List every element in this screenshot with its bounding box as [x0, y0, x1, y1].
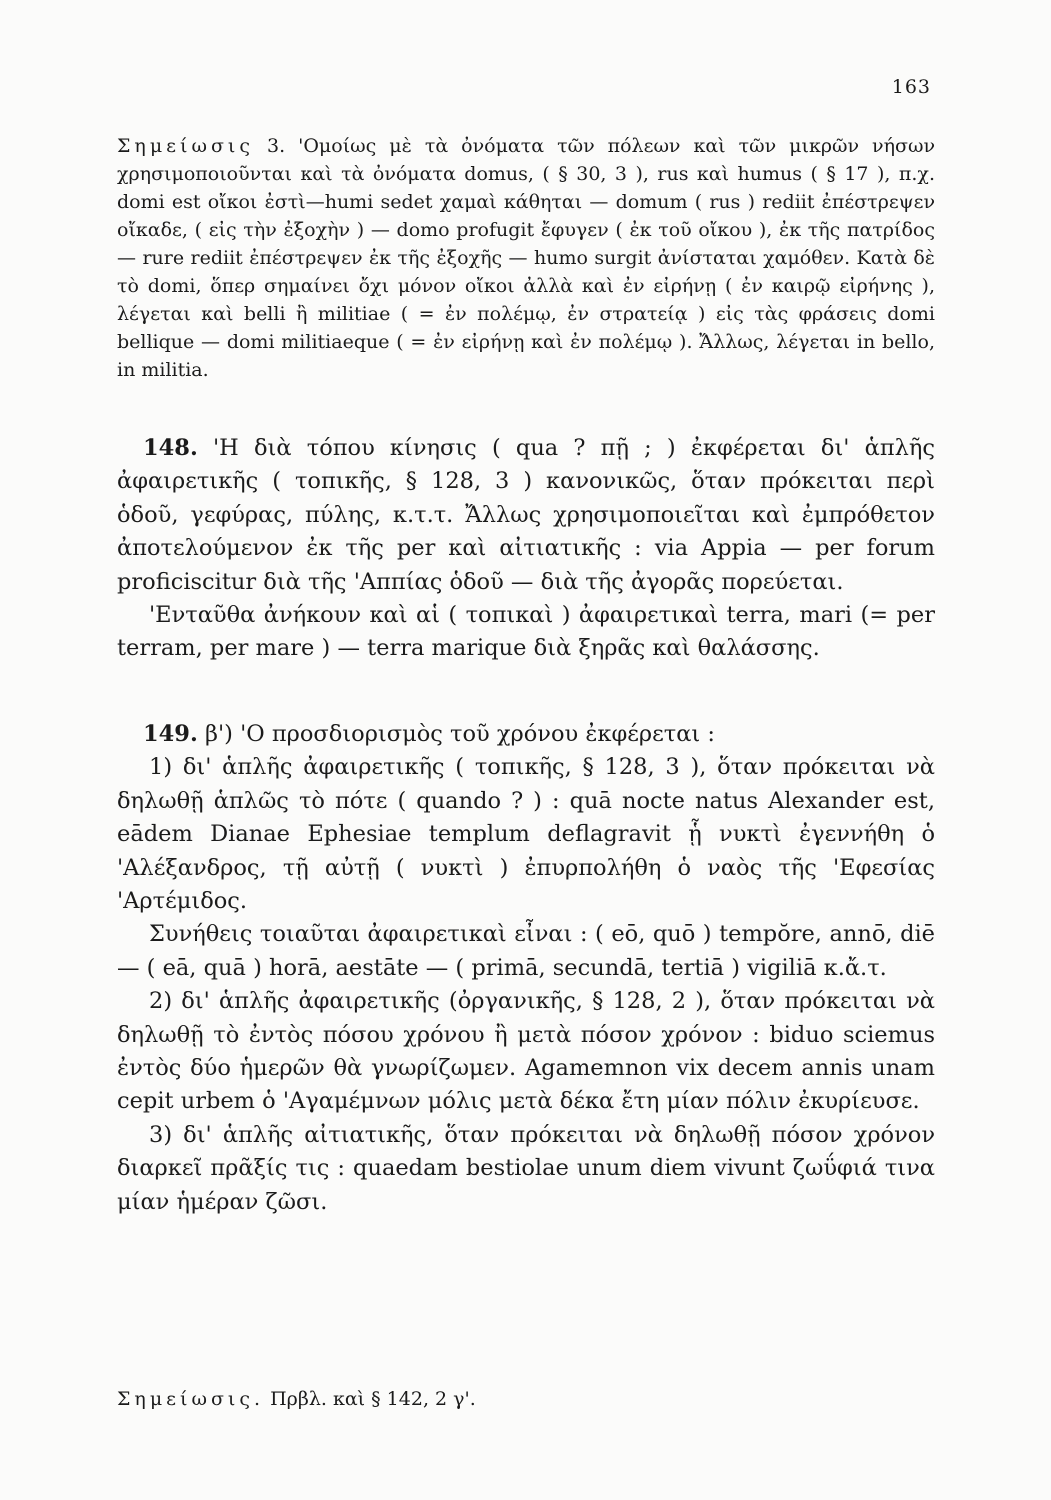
section-intro: β') 'Ο προσδιορισμὸς τοῦ χρόνου ἐκφέρεται : [197, 721, 715, 747]
list-item: 2) δι' ἁπλῆς ἀφαιρετικῆς (ὀργανικῆς, § 128, 2 ), ὅταν πρόκειται νὰ δηλωθῇ τὸ ἐντὸς πόσου χρόνου ἢ μετὰ πόσον χρόνον : biduo sciemus ἐντὸς δύο ἡμερῶν θὰ γνωρίζωμεν. Agamemnon vix decem annis unam cepit urbem ὁ 'Αγαμέμνων μόλις μετὰ δέκα ἔτη μίαν πόλιν ἐκυρίευσε. [117, 988, 935, 1115]
list-item: 1) δι' ἁπλῆς ἀφαιρετικῆς ( τοπικῆς, § 128, 3 ), ὅταν πρόκειται νὰ δηλωθῇ ἁπλῶς τὸ πότε ( quando ? ) : quā nocte natus Alexander est, eādem Dianae Ephesiae templum deflagravit ᾗ νυκτὶ ἐγεννήθη ὁ 'Αλέξανδρος, τῇ αὐτῇ ( νυκτὶ ) ἐπυρπολήθη ὁ ναὸς τῆς 'Εφεσίας 'Αρτέμιδος. [117, 754, 935, 915]
section-text: 'Η διὰ τόπου κίνησις ( qua ? πῇ ; ) ἐκφέρεται δι' ἁπλῆς ἀφαιρετικῆς ( τοπικῆς, § 128, 3 ) κανονικῶς, ὅταν πρόκειται περὶ ὁδοῦ, γεφύρας, πύλης, κ.τ.τ. Ἄλλως χρησιμοποιεῖται καὶ ἐμπρόθετον ἀποτελούμενον ἐκ τῆς per καὶ αἰτιατικῆς : via Appia — per forum proficiscitur διὰ τῆς 'Αππίας ὁδοῦ — διὰ τῆς ἀγορᾶς πορεύεται. [117, 435, 935, 595]
list-item: 3) δι' ἁπλῆς αἰτιατικῆς, ὅταν πρόκειται νὰ δηλωθῇ πόσον χρόνον διαρκεῖ πρᾶξίς τις : quaedam bestiolae unum diem vivunt ζωΰφιά τινα μίαν ἡμέραν ζῶσι. [117, 1121, 935, 1215]
page-number: 163 [891, 76, 931, 98]
note-label: Σημείωσις [117, 135, 255, 157]
section-paragraph [117, 432, 935, 599]
section-149 [117, 718, 935, 1219]
note-text: Πρβλ. καὶ § 142, 2 γ'. [264, 1388, 476, 1410]
note-text: 3. 'Ομοίως μὲ τὰ ὀνόματα τῶν πόλεων καὶ τῶν μικρῶν νήσων χρησιμοποιοῦνται καὶ τὰ ὀνόματα domus, ( § 30, 3 ), rus καὶ humus ( § 17 ), π.χ. domi est οἴκοι ἐστὶ—humi sedet χαμαὶ κάθηται — domum ( rus ) rediit ἐπέστρεψεν οἴκαδε, ( εἰς τὴν ἐξοχὴν ) — domo profugit ἔφυγεν ( ἐκ τοῦ οἴκου ), ἐκ τῆς πατρίδος — rure rediit ἐπέστρεψεν ἐκ τῆς ἐξοχῆς — humo surgit ἀνίσταται χαμόθεν. Κατὰ δὲ τὸ domi, ὅπερ σημαίνει ὄχι μόνον οἴκοι ἀλλὰ καὶ ἐν εἰρήνῃ ( ἐν καιρῷ εἰρήνης ), λέγεται καὶ belli ἢ militiae ( = ἐν πολέμῳ, ἐν στρατείᾳ ) εἰς τὰς φράσεις domi bellique — domi militiaeque ( = ἐν εἰρήνῃ καὶ ἐν πολέμῳ ). Ἄλλως, λέγεται in bello, in militia. [117, 135, 935, 381]
section-number: 148. [143, 435, 198, 461]
note-paragraph [117, 1385, 935, 1413]
section-number: 149. [143, 721, 198, 747]
note-paragraph [117, 132, 935, 384]
section-148 [117, 432, 935, 666]
section-paragraph: 'Ενταῦθα ἀνήκουν καὶ αἱ ( τοπικαὶ ) ἀφαιρετικαὶ terra, mari (= per terram, per mare ) — terra marique διὰ ξηρᾶς καὶ θαλάσσης. [117, 602, 935, 662]
list-item-continuation: Συνήθεις τοιαῦται ἀφαιρετικαὶ εἶναι : ( eō, quō ) tempŏre, annō, diē — ( eā, quā ) horā, aestāte — ( primā, secundā, tertiā ) vigiliā κ.ἄ.τ. [117, 921, 935, 981]
section-paragraph [117, 718, 935, 751]
note-label: Σημείωσις. [117, 1388, 265, 1410]
